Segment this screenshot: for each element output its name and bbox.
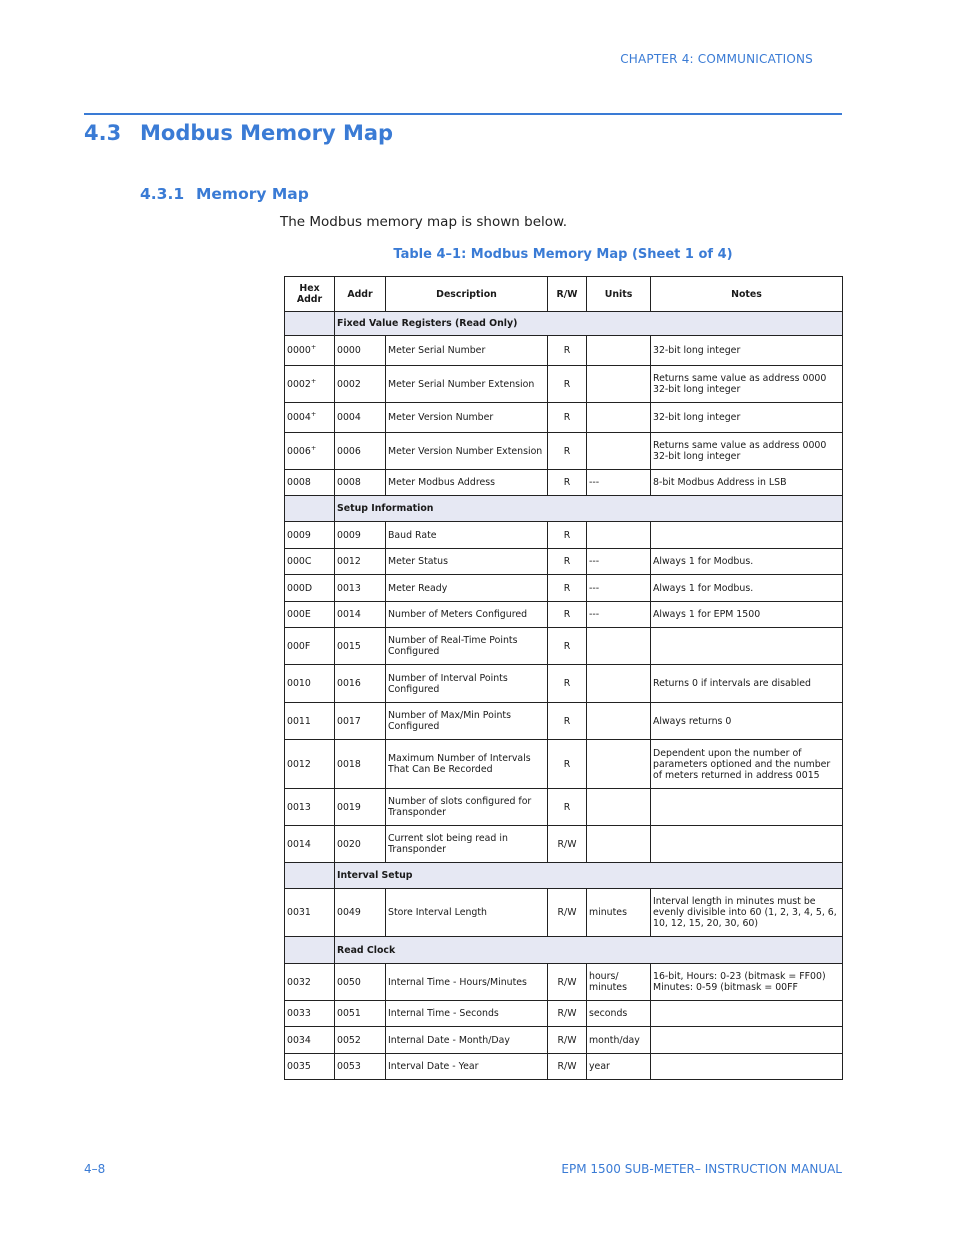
cell-units: --- [587, 575, 651, 602]
cell-rw: R [548, 366, 587, 403]
hex-value: 0034 [287, 1034, 311, 1046]
cell-units: --- [587, 602, 651, 628]
table-caption: Table 4–1: Modbus Memory Map (Sheet 1 of 4) [393, 247, 733, 262]
cell-hex-addr [285, 740, 335, 789]
table-row [285, 433, 843, 470]
cell-notes: 16-bit, Hours: 0-23 (bitmask = FF00) Minutes: 0-59 (bitmask = 00FF [651, 964, 843, 1001]
cell-description: Number of Max/Min Points Configured [386, 703, 548, 740]
cell-notes: Returns same value as address 0000 32-bit long integer [651, 433, 843, 470]
cell-rw: R [548, 602, 587, 628]
cell-hex-addr [285, 964, 335, 1001]
section-label: Interval Setup [335, 863, 843, 889]
cell-addr: 0018 [335, 740, 386, 789]
cell-description: Maximum Number of Intervals That Can Be Recorded [386, 740, 548, 789]
cell-rw: R [548, 628, 587, 665]
cell-units: hours/ minutes [587, 964, 651, 1001]
section-label: Read Clock [335, 937, 843, 964]
cell-units [587, 628, 651, 665]
cell-addr: 0014 [335, 602, 386, 628]
cell-rw: R [548, 665, 587, 703]
cell-hex-addr [285, 522, 335, 549]
hex-value: 000F [287, 640, 311, 652]
cell-hex-addr [285, 703, 335, 740]
cell-units [587, 336, 651, 366]
cell-rw: R/W [548, 826, 587, 863]
hex-value: 0000 [287, 345, 311, 356]
cell-addr: 0019 [335, 789, 386, 826]
cell-notes [651, 1027, 843, 1054]
table-row [285, 964, 843, 1001]
cell-notes: 32-bit long integer [651, 403, 843, 433]
cell-description: Interval Date - Year [386, 1054, 548, 1080]
header-notes: Notes [651, 277, 843, 312]
cell-notes: Always returns 0 [651, 703, 843, 740]
cell-hex-addr [285, 549, 335, 575]
cell-hex-addr [285, 789, 335, 826]
cell-units [587, 366, 651, 403]
cell-hex-addr [285, 628, 335, 665]
section-row [285, 937, 843, 964]
cell-notes [651, 522, 843, 549]
cell-hex-addr [285, 336, 335, 366]
cell-description: Meter Serial Number Extension [386, 366, 548, 403]
cell-description: Store Interval Length [386, 889, 548, 937]
cell-rw: R [548, 433, 587, 470]
section-cell-empty [285, 863, 335, 889]
cell-description: Meter Status [386, 549, 548, 575]
hex-value: 000D [287, 582, 313, 594]
cell-hex-addr [285, 433, 335, 470]
cell-rw: R [548, 549, 587, 575]
cell-units: --- [587, 470, 651, 496]
cell-hex-addr [285, 826, 335, 863]
cell-hex-addr [285, 575, 335, 602]
hex-value: 0011 [287, 715, 311, 727]
hex-value: 000C [287, 556, 312, 567]
cell-description: Current slot being read in Transponder [386, 826, 548, 863]
header-units: Units [587, 277, 651, 312]
cell-hex-addr [285, 665, 335, 703]
chapter-header: CHAPTER 4: COMMUNICATIONS [620, 52, 813, 66]
cell-addr: 0015 [335, 628, 386, 665]
section-cell-empty [285, 496, 335, 522]
cell-notes [651, 789, 843, 826]
cell-description: Baud Rate [386, 522, 548, 549]
header-rule [84, 113, 842, 115]
subsection-title: Memory Map [196, 185, 309, 203]
cell-description: Meter Ready [386, 575, 548, 602]
cell-addr: 0020 [335, 826, 386, 863]
table-row [285, 665, 843, 703]
table-row [285, 470, 843, 496]
section-heading [84, 121, 393, 145]
table-row [285, 789, 843, 826]
intro-text: The Modbus memory map is shown below. [280, 214, 568, 230]
section-cell-empty [285, 312, 335, 336]
cell-units [587, 703, 651, 740]
cell-description: Meter Serial Number [386, 336, 548, 366]
cell-addr: 0004 [335, 403, 386, 433]
hex-value: 000E [287, 609, 311, 620]
hex-value: 0004 [287, 412, 311, 423]
cell-units: --- [587, 549, 651, 575]
cell-notes: 8-bit Modbus Address in LSB [651, 470, 843, 496]
cell-rw: R [548, 703, 587, 740]
cell-rw: R/W [548, 1001, 587, 1027]
cell-units: month/day [587, 1027, 651, 1054]
cell-addr: 0013 [335, 575, 386, 602]
hex-value: 0006 [287, 445, 311, 457]
cell-hex-addr [285, 470, 335, 496]
cell-rw: R [548, 470, 587, 496]
cell-rw: R [548, 575, 587, 602]
table-row [285, 366, 843, 403]
cell-hex-addr [285, 403, 335, 433]
table-row [285, 1001, 843, 1027]
cell-hex-addr [285, 889, 335, 937]
hex-value: 0031 [287, 907, 311, 918]
cell-units: seconds [587, 1001, 651, 1027]
cell-rw: R/W [548, 889, 587, 937]
cell-units [587, 740, 651, 789]
cell-notes: Dependent upon the number of parameters optioned and the number of meters returned in address 0015 [651, 740, 843, 789]
cell-hex-addr [285, 366, 335, 403]
cell-rw: R [548, 403, 587, 433]
cell-description: Number of Meters Configured [386, 602, 548, 628]
cell-description: Internal Time - Seconds [386, 1001, 548, 1027]
hex-superscript: + [310, 443, 317, 452]
hex-value: 0035 [287, 1061, 311, 1072]
cell-units: minutes [587, 889, 651, 937]
cell-units [587, 403, 651, 433]
hex-superscript: + [310, 409, 317, 418]
cell-units [587, 826, 651, 863]
hex-value: 0002 [287, 378, 311, 390]
table-row [285, 1054, 843, 1080]
header-hex-addr: Hex Addr [285, 277, 335, 312]
table-header-row [285, 277, 843, 312]
cell-addr: 0009 [335, 522, 386, 549]
cell-hex-addr [285, 1001, 335, 1027]
table-row [285, 889, 843, 937]
cell-addr: 0052 [335, 1027, 386, 1054]
table-row [285, 628, 843, 665]
cell-description: Internal Date - Month/Day [386, 1027, 548, 1054]
cell-notes [651, 1054, 843, 1080]
section-cell-empty [285, 937, 335, 964]
hex-value: 0012 [287, 758, 311, 770]
cell-addr: 0016 [335, 665, 386, 703]
table-row [285, 740, 843, 789]
cell-description: Meter Modbus Address [386, 470, 548, 496]
cell-addr: 0006 [335, 433, 386, 470]
cell-notes: Interval length in minutes must be evenly divisible into 60 (1, 2, 3, 4, 5, 6, 10, 12, 15, 20, 30, 60) [651, 889, 843, 937]
manual-title: EPM 1500 SUB-METER– INSTRUCTION MANUAL [561, 1162, 842, 1176]
modbus-memory-map-table [284, 276, 843, 1080]
header-description: Description [386, 277, 548, 312]
cell-addr: 0051 [335, 1001, 386, 1027]
cell-units [587, 789, 651, 826]
header-rw: R/W [548, 277, 587, 312]
cell-units [587, 665, 651, 703]
cell-description: Meter Version Number Extension [386, 433, 548, 470]
cell-hex-addr [285, 602, 335, 628]
hex-value: 0014 [287, 838, 311, 850]
cell-description: Number of Real-Time Points Configured [386, 628, 548, 665]
cell-rw: R [548, 522, 587, 549]
hex-superscript: + [310, 342, 317, 351]
cell-hex-addr [285, 1054, 335, 1080]
cell-notes [651, 826, 843, 863]
cell-rw: R [548, 789, 587, 826]
cell-addr: 0012 [335, 549, 386, 575]
table-row [285, 549, 843, 575]
cell-rw: R [548, 740, 587, 789]
cell-notes: Always 1 for Modbus. [651, 549, 843, 575]
cell-rw: R/W [548, 1054, 587, 1080]
cell-addr: 0000 [335, 336, 386, 366]
cell-addr: 0008 [335, 470, 386, 496]
table-row [285, 403, 843, 433]
section-number: 4.3 [84, 121, 122, 145]
cell-addr: 0050 [335, 964, 386, 1001]
table-row [285, 703, 843, 740]
table-row [285, 336, 843, 366]
cell-hex-addr [285, 1027, 335, 1054]
hex-value: 0013 [287, 801, 311, 813]
section-label: Setup Information [335, 496, 843, 522]
section-row [285, 312, 843, 336]
section-row [285, 496, 843, 522]
cell-notes: Returns same value as address 0000 32-bit long integer [651, 366, 843, 403]
cell-addr: 0049 [335, 889, 386, 937]
cell-description: Meter Version Number [386, 403, 548, 433]
section-title: Modbus Memory Map [140, 121, 394, 145]
cell-addr: 0002 [335, 366, 386, 403]
cell-notes: Returns 0 if intervals are disabled [651, 665, 843, 703]
cell-notes [651, 1001, 843, 1027]
hex-value: 0009 [287, 529, 311, 541]
table-row [285, 1027, 843, 1054]
hex-value: 0032 [287, 976, 311, 988]
cell-rw: R [548, 336, 587, 366]
cell-units: year [587, 1054, 651, 1080]
subsection-heading [140, 185, 309, 203]
subsection-number: 4.3.1 [140, 185, 185, 203]
cell-units [587, 522, 651, 549]
section-label: Fixed Value Registers (Read Only) [335, 312, 843, 336]
hex-value: 0010 [287, 678, 311, 689]
cell-notes: Always 1 for EPM 1500 [651, 602, 843, 628]
cell-description: Number of Interval Points Configured [386, 665, 548, 703]
table-row [285, 522, 843, 549]
table-row [285, 602, 843, 628]
page-number: 4–8 [84, 1162, 106, 1176]
cell-addr: 0053 [335, 1054, 386, 1080]
cell-description: Internal Time - Hours/Minutes [386, 964, 548, 1001]
hex-value: 0008 [287, 477, 311, 488]
cell-notes: Always 1 for Modbus. [651, 575, 843, 602]
cell-description: Number of slots configured for Transponder [386, 789, 548, 826]
hex-value: 0033 [287, 1008, 311, 1019]
cell-addr: 0017 [335, 703, 386, 740]
cell-notes [651, 628, 843, 665]
cell-rw: R/W [548, 964, 587, 1001]
section-row [285, 863, 843, 889]
header-addr: Addr [335, 277, 386, 312]
hex-superscript: + [310, 376, 317, 385]
cell-rw: R/W [548, 1027, 587, 1054]
cell-units [587, 433, 651, 470]
table-row [285, 826, 843, 863]
table-row [285, 575, 843, 602]
cell-notes: 32-bit long integer [651, 336, 843, 366]
